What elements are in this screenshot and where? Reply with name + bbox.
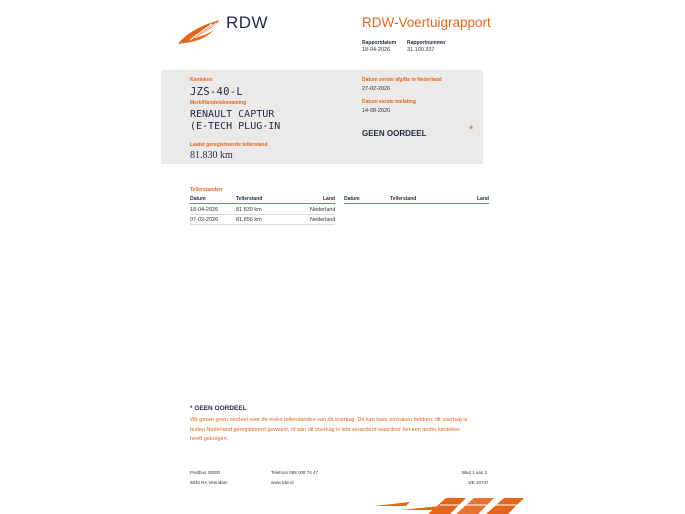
last-odometer: 81.830 km <box>190 150 233 161</box>
footer-doc-code: 3/E 10737 <box>468 480 489 485</box>
decorative-stripes-icon <box>370 496 530 514</box>
footer-phone: Telefoon 088 008 74 47 <box>271 470 319 475</box>
logo-text: RDW <box>226 13 269 32</box>
note-line: Wij geven geen oordeel over de reeks tellerstanden van dit voertuig. Dit kan twee oorzaken hebben: dit voertuig is <box>190 417 468 423</box>
first-nl-date: 27-02-2026 <box>362 86 391 92</box>
table-header-rule <box>190 203 335 204</box>
row-country: Nederland <box>310 217 336 223</box>
vehicle-model-line1: RENAULT CAPTUR <box>190 109 275 120</box>
col-header-reading: Tellerstand <box>236 196 263 202</box>
col-header-date-2: Datum <box>344 196 360 202</box>
col-header-reading-2: Tellerstand <box>390 196 417 202</box>
report-title: RDW-Voertuigrapport <box>362 15 491 30</box>
row-divider <box>190 224 335 225</box>
report-date-label: Rapportdatum <box>362 40 397 46</box>
row-country: Nederland <box>310 207 336 213</box>
footer-website[interactable]: www.rdw.nl <box>271 480 294 485</box>
row-divider <box>190 214 335 215</box>
vehicle-model <box>190 109 280 133</box>
license-plate: JZS-40-L <box>190 86 243 98</box>
first-admission-date: 14-08-2020 <box>362 108 391 114</box>
odometer-label: Laatst geregistreerde tellerstand <box>190 142 268 148</box>
row-reading: 81.656 km <box>236 217 262 223</box>
report-number-label: Rapportnummer <box>407 40 446 46</box>
col-header-country: Land <box>323 196 335 202</box>
note-line: heeft gekregen. <box>190 436 229 442</box>
make-label: Merk/Handelsbenaming <box>190 100 247 106</box>
first-admission-label: Datum eerste toelating <box>362 99 416 105</box>
odometer-table-title: Tellerstanden <box>190 187 223 193</box>
note-line: buiten Nederland geregistreerd geweest, of aan dit voertuig is iets veranderd waardoor het een ander kenteken <box>190 426 461 433</box>
verdict: GEEN OORDEEL <box>362 129 427 138</box>
col-header-date: Datum <box>190 196 206 202</box>
note-text <box>190 416 490 445</box>
vehicle-model-line2: (E-TECH PLUG-IN <box>190 121 281 132</box>
row-date: 07-02-2026 <box>190 217 219 223</box>
plate-label: Kenteken <box>190 77 213 83</box>
row-reading: 81.830 km <box>236 207 262 213</box>
col-header-country-2: Land <box>477 196 489 202</box>
table-header-rule-2 <box>344 203 489 204</box>
row-date: 18-04-2026 <box>190 207 219 213</box>
note-title: * GEEN OORDEEL <box>190 405 247 412</box>
rdw-logo-icon <box>176 18 222 46</box>
report-number: 31.100.337 <box>407 47 435 53</box>
verdict-asterisk: * <box>469 124 474 136</box>
footer-page-number: Blad 1 van 3 <box>462 470 488 475</box>
first-nl-label: Datum eerste afgifte in Nederland <box>362 77 442 83</box>
footer-address-2: 9640 RA Veendam <box>190 480 228 485</box>
footer-address-1: Postbus 30000 <box>190 470 221 475</box>
report-date: 18-04-2026 <box>362 47 391 53</box>
